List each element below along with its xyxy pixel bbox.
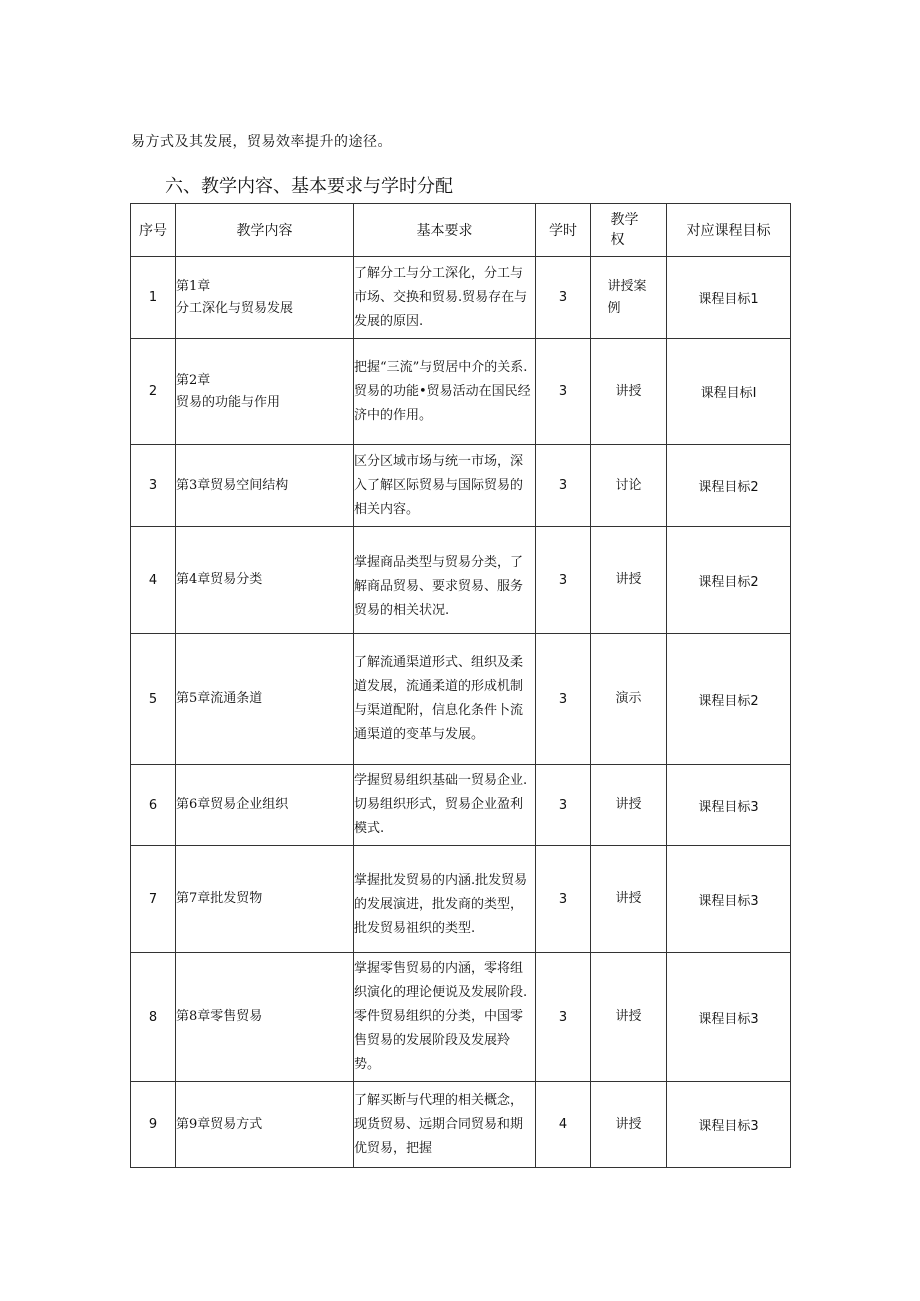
cell-requirements: 了解分工与分工深化，分工与市场、交换和贸易.贸易存在与发展的原因. [354,257,536,339]
cell-requirements: 学握贸易组织基础一贸易企业.切易组织形式，贸易企业盈利模式. [354,765,536,846]
intro-paragraph-tail: 易方式及其发展，贸易效率提升的途径。 [131,134,392,150]
cell-hours: 3 [536,953,591,1082]
cell-requirements: 把握“三流”与贸居中介的关系.贸易的功能•贸易活动在国民经济中的作用。 [354,339,536,445]
header-method-label: 教学权 [610,212,639,248]
cell-no: 2 [131,339,176,445]
cell-target: 课程目标1 [667,257,791,339]
cell-content: 第9章贸易方式 [176,1082,354,1168]
content-line: 第2章 [176,372,211,388]
table-row [131,1082,791,1168]
cell-no: 9 [131,1082,176,1168]
table-row [131,765,791,846]
cell-content [176,257,354,339]
cell-method: 演示 [591,634,667,765]
cell-hours: 3 [536,339,591,445]
cell-content: 第4章贸易分类 [176,527,354,634]
cell-target: 课程目标3 [667,953,791,1082]
cell-method: 讲授 [591,1082,667,1168]
cell-requirements: 掌握批发贸易的内涵.批发贸易的发展演进，批发商的类型，批发贸易祖织的类型. [354,846,536,953]
cell-no: 3 [131,445,176,527]
header-content: 教学内容 [176,204,354,257]
table-row [131,953,791,1082]
cell-no: 8 [131,953,176,1082]
cell-hours: 3 [536,445,591,527]
cell-method: 讨论 [591,445,667,527]
header-target: 对应课程目标 [667,204,791,257]
cell-content: 第5章流通条道 [176,634,354,765]
cell-method [591,257,667,339]
cell-no: 6 [131,765,176,846]
cell-requirements: 了解流通渠道形式、组织及柔道发展，流通柔道的形成机制与渠道配附，信息化条件卜流通渠道的变革与发展。 [354,634,536,765]
cell-requirements: 掌握零售贸易的内涵，零将组织演化的理论便说及发展阶段.零件贸易组织的分类，中国零售贸易的发展阶段及发展羚势。 [354,953,536,1082]
cell-target: 课程目标2 [667,634,791,765]
cell-hours: 3 [536,257,591,339]
cell-method: 讲授 [591,953,667,1082]
cell-no: 5 [131,634,176,765]
table-row [131,634,791,765]
syllabus-table [130,203,791,1168]
table-row [131,339,791,445]
cell-hours: 3 [536,765,591,846]
content-line: 第1章 [176,278,211,294]
cell-requirements: 了解买断与代理的相关概念，现货贸易、远期合同贸易和期优贸易，把握 [354,1082,536,1168]
cell-hours: 3 [536,527,591,634]
section-heading: 六、教学内容、基本要求与学时分配 [165,176,453,197]
table-header-row [131,204,791,257]
cell-target: 课程目标3 [667,846,791,953]
cell-content [176,339,354,445]
cell-no: 4 [131,527,176,634]
cell-target: 课程目标3 [667,765,791,846]
cell-content: 第6章贸易企业组织 [176,765,354,846]
cell-target: 课程目标2 [667,445,791,527]
cell-target: 课程目标3 [667,1082,791,1168]
cell-requirements: 掌握商品类型与贸易分类，了解商品贸易、要求贸易、服务贸易的相关状况. [354,527,536,634]
cell-no: 7 [131,846,176,953]
header-method [591,204,667,257]
content-line: 贸易的功能与作用 [176,394,281,410]
cell-method: 讲授 [591,527,667,634]
method-label: 讲授案例 [607,278,647,316]
cell-target: 课程目标I [667,339,791,445]
content-line: 分工深化与贸易发展 [176,300,294,316]
table-row [131,445,791,527]
cell-content: 第7章批发贸物 [176,846,354,953]
cell-content: 第8章零售贸易 [176,953,354,1082]
table-row [131,527,791,634]
table-row [131,257,791,339]
cell-hours: 3 [536,846,591,953]
cell-no: 1 [131,257,176,339]
header-requirements: 基本要求 [354,204,536,257]
cell-method: 讲授 [591,846,667,953]
cell-content: 第3章贸易空间结构 [176,445,354,527]
cell-hours: 3 [536,634,591,765]
cell-target: 课程目标2 [667,527,791,634]
table-row [131,846,791,953]
cell-method: 讲授 [591,765,667,846]
cell-method: 讲授 [591,339,667,445]
cell-hours: 4 [536,1082,591,1168]
header-no: 序号 [131,204,176,257]
header-hours: 学时 [536,204,591,257]
cell-requirements: 区分区域市场与统一市场，深入了解区际贸易与国际贸易的相关内容。 [354,445,536,527]
